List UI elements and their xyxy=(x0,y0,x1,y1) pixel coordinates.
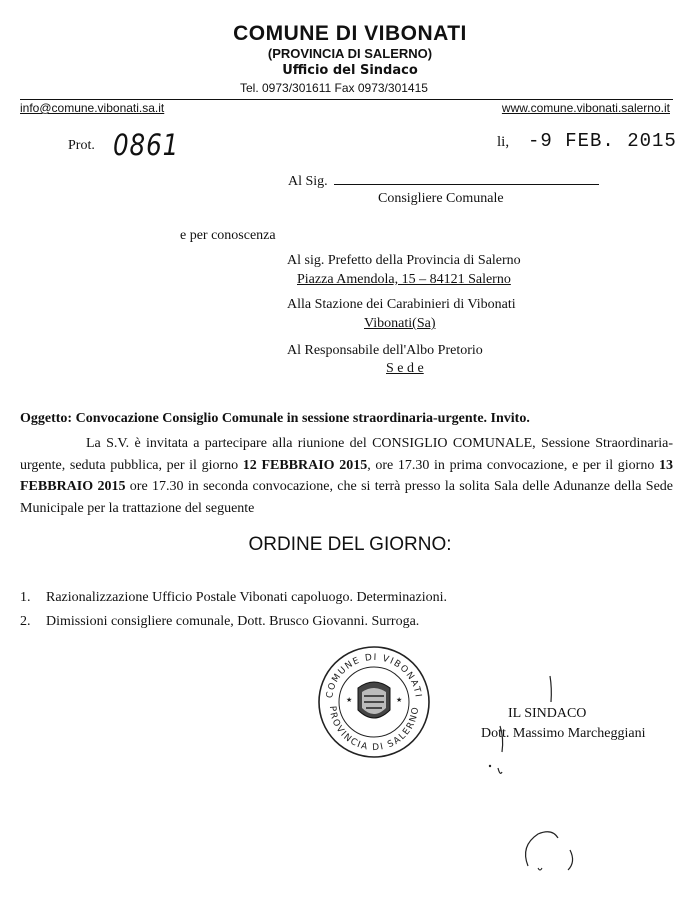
email-link[interactable]: info@comune.vibonati.sa.it xyxy=(20,101,165,115)
handwritten-signature-icon xyxy=(478,668,588,778)
agenda-item xyxy=(20,614,447,638)
agenda-item-text: Dimissioni consigliere comunale, Dott. Brusco Giovanni. Surroga. xyxy=(46,614,420,629)
agenda-item-number: 1. xyxy=(20,590,31,605)
subject-line: Oggetto: Convocazione Consiglio Comunale in sessione straordinaria-urgente. Invito. xyxy=(20,411,530,426)
agenda-item-number: 2. xyxy=(20,614,31,629)
mayor-title: IL SINDACO xyxy=(508,706,587,721)
website-link[interactable]: www.comune.vibonati.salerno.it xyxy=(501,101,670,115)
header-divider xyxy=(20,99,673,100)
recipient-carabinieri: Alla Stazione dei Carabinieri di Vibonati xyxy=(287,297,516,312)
handwritten-mark-icon xyxy=(512,826,592,876)
recipient-main-prefix: Al Sig. xyxy=(288,174,328,189)
agenda-item xyxy=(20,590,447,614)
agenda-item-text: Razionalizzazione Ufficio Postale Vibonati capoluogo. Determinazioni. xyxy=(46,590,448,605)
recipient-carabinieri-place: Vibonati(Sa) xyxy=(364,316,436,331)
agenda-title: ORDINE DEL GIORNO: xyxy=(248,534,452,555)
recipient-albo: Al Responsabile dell'Albo Pretorio xyxy=(287,343,483,358)
province-label: (PROVINCIA DI SALERNO) xyxy=(267,46,433,61)
date-prefix: li, xyxy=(497,134,510,150)
svg-text:★: ★ xyxy=(346,696,353,704)
body-date-1: 12 FEBBRAIO 2015 xyxy=(242,457,368,473)
date-stamp: -9 FEB. 2015 xyxy=(528,130,677,152)
recipient-main xyxy=(288,172,599,190)
cc-label: e per conoscenza xyxy=(180,228,276,243)
body-date-2: 13 FEBBRAIO 2015 xyxy=(20,457,673,494)
recipient-albo-place: S e d e xyxy=(386,361,424,376)
svg-text:★: ★ xyxy=(396,696,403,704)
mayor-name: Dott. Massimo Marcheggiani xyxy=(481,726,646,741)
recipient-prefetto: Al sig. Prefetto della Provincia di Salerno xyxy=(287,253,521,268)
body-part-1: La S.V. è invitata a partecipare alla riunione del CONSIGLIO COMUNALE, Sessione Straordinaria-urgente, seduta pubblica, per il giorno xyxy=(20,436,673,473)
body-paragraph xyxy=(20,433,673,519)
phone-fax: Tel. 0973/301611 Fax 0973/301415 xyxy=(240,81,428,95)
office-label: Ufficio del Sindaco xyxy=(282,63,418,78)
recipient-name-blank xyxy=(334,172,599,185)
seal-text-top: COMUNE DI VIBONATI xyxy=(325,652,423,700)
body-part-3: ore 17.30 in seconda convocazione, che si terrà presso la solita Sala delle Adunanze della Sede Municipale per la trattazione del seguente xyxy=(20,479,674,516)
protocol-number: 0861 xyxy=(113,128,180,162)
agenda-list xyxy=(20,590,447,638)
seal-emblem-icon xyxy=(346,682,402,718)
protocol-label: Prot. xyxy=(68,138,95,153)
body-part-2: , ore 17.30 in prima convocazione, e per il giorno xyxy=(367,457,659,473)
seal-text-bottom: PROVINCIA DI SALERNO xyxy=(326,705,422,754)
recipient-prefetto-address: Piazza Amendola, 15 – 84121 Salerno xyxy=(297,272,511,287)
municipality-title: COMUNE DI VIBONATI xyxy=(233,22,467,45)
recipient-main-role: Consigliere Comunale xyxy=(378,191,504,206)
official-seal xyxy=(316,644,432,760)
